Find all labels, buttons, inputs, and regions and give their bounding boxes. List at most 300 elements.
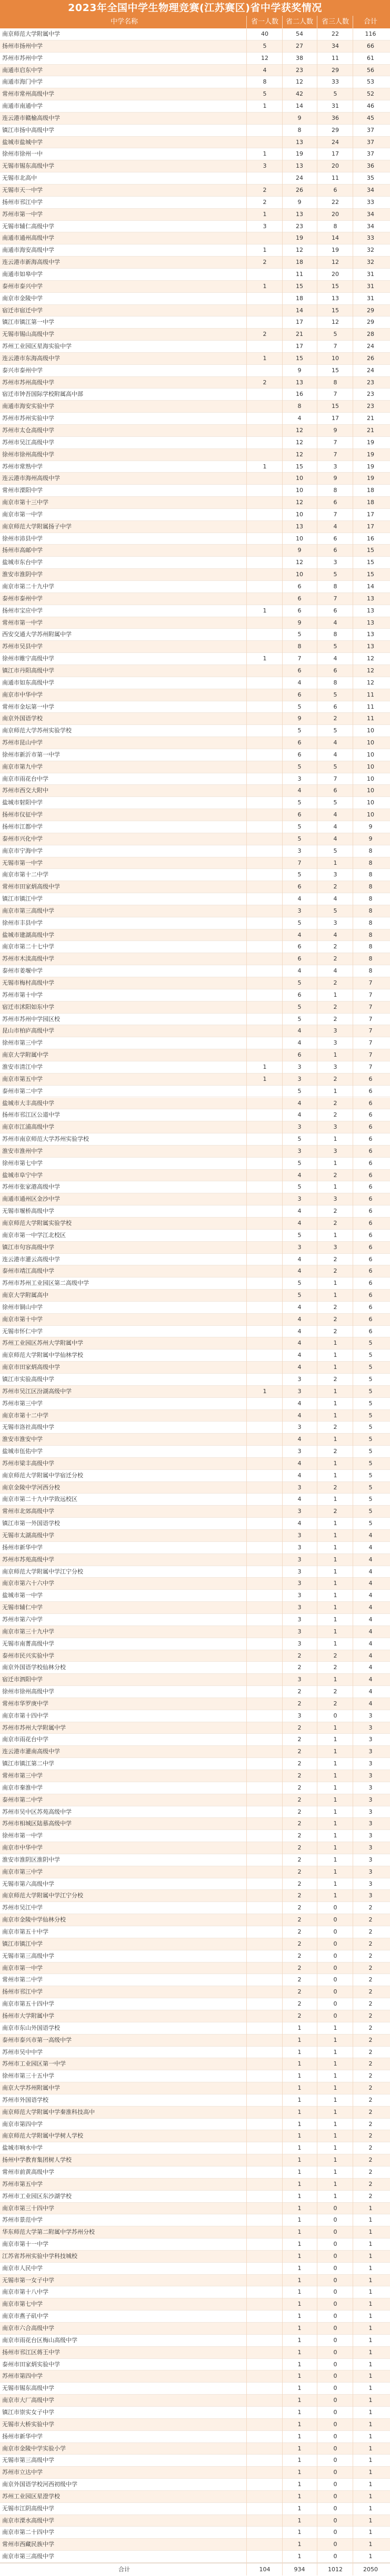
cell-second: 1 [297, 2156, 302, 2164]
cell-second: 2 [297, 1724, 302, 1731]
cell-total: 45 [367, 114, 374, 121]
cell-total: 6 [368, 1171, 373, 1179]
cell-total: 5 [368, 1424, 373, 1431]
cell-total: 3 [368, 1724, 373, 1731]
cell-school: 徐州市徐州高级中学 [2, 1688, 54, 1695]
cell-total: 12 [367, 655, 374, 662]
cell-school: 盐城市阜宁中学 [2, 1171, 43, 1179]
cell-second: 5 [297, 703, 302, 710]
cell-school: 苏州市太仓高级中学 [2, 426, 54, 434]
table-row [0, 244, 390, 257]
cell-third: 0 [333, 2264, 337, 2272]
cell-second: 5 [297, 835, 302, 842]
cell-total: 1 [368, 2325, 373, 2332]
cell-school: 南京外国语学校仙林分校 [2, 1664, 66, 1671]
cell-school: 南京市宁海中学 [2, 847, 43, 854]
cell-third: 1 [333, 1736, 337, 1743]
cell-third: 22 [332, 198, 339, 206]
cell-third: 2 [333, 1075, 337, 1082]
table-row [0, 2527, 390, 2539]
cell-third: 1 [333, 2048, 337, 2056]
cell-total: 4 [368, 1688, 373, 1695]
cell-third: 0 [333, 2445, 337, 2452]
cell-second: 6 [297, 1051, 302, 1059]
cell-total: 37 [367, 150, 374, 158]
cell-third: 3 [333, 1243, 337, 1251]
cell-second: 1 [297, 2132, 302, 2140]
cell-second: 6 [297, 955, 302, 963]
table-row [0, 473, 390, 485]
cell-total: 6 [368, 1123, 373, 1131]
cell-second: 5 [297, 631, 302, 638]
cell-second: 19 [296, 150, 303, 158]
cell-school: 无锡市太湖高级中学 [2, 1532, 54, 1539]
cell-total: 53 [367, 78, 374, 86]
cell-school: 盐城市盐城中学 [2, 138, 43, 146]
cell-third: 33 [332, 78, 339, 86]
table-row [0, 1746, 390, 1758]
cell-third: 1 [333, 1676, 337, 1683]
table-row [0, 485, 390, 497]
cell-total: 6 [368, 1087, 373, 1095]
table-row [0, 689, 390, 701]
table-row [0, 172, 390, 185]
cell-total: 2 [368, 2000, 373, 2008]
cell-second: 2 [297, 2012, 302, 2019]
cell-second: 13 [296, 523, 303, 530]
cell-second: 21 [296, 331, 303, 338]
cell-second: 2 [297, 1964, 302, 1971]
table-row [0, 1086, 390, 1098]
cell-total: 6 [368, 1255, 373, 1263]
cell-school: 扬州市新华中学 [2, 2432, 43, 2440]
cell-third: 3 [333, 1195, 337, 1203]
cell-school: 南京市第十四中学 [2, 1712, 48, 1719]
cell-third: 29 [332, 126, 339, 134]
cell-third: 1 [333, 2108, 337, 2115]
cell-school: 南通市海安高级中学 [2, 247, 54, 254]
cell-school: 南京市溧水高级中学 [2, 2517, 54, 2524]
header-first: 省一人数 [251, 18, 278, 26]
cell-third: 0 [333, 2553, 337, 2560]
cell-third: 1 [333, 1399, 337, 1407]
cell-school: 盐城市响水中学 [2, 2144, 43, 2152]
cell-second: 2 [297, 1928, 302, 1936]
cell-total: 36 [367, 162, 374, 170]
cell-second: 1 [297, 2445, 302, 2452]
table-row [0, 2551, 390, 2563]
cell-total: 10 [367, 811, 374, 819]
table-row [0, 653, 390, 665]
cell-total: 3 [368, 1880, 373, 1887]
cell-third: 12 [332, 319, 339, 326]
table-row [0, 2335, 390, 2347]
cell-school: 无锡市锡东高级中学 [2, 2385, 54, 2392]
cell-school: 南京市第一中学 [2, 510, 43, 518]
cell-school: 苏州市苏州大学附属中学 [2, 1724, 66, 1731]
cell-school: 无锡市第六高级中学 [2, 1880, 54, 1887]
cell-third: 6 [333, 787, 337, 794]
cell-third: 1 [333, 2060, 337, 2068]
cell-second: 3 [297, 775, 302, 782]
table-row [0, 917, 390, 929]
cell-total: 2 [368, 1988, 373, 1996]
table-row [0, 2311, 390, 2323]
table-row [0, 1626, 390, 1638]
cell-third: 0 [333, 2216, 337, 2224]
cell-total: 4 [368, 1652, 373, 1659]
cell-third: 8 [333, 379, 337, 386]
cell-first: 40 [261, 30, 268, 37]
cell-first: 1 [263, 150, 267, 158]
cell-second: 2 [297, 1796, 302, 1803]
cell-third: 0 [333, 2012, 337, 2019]
cell-total: 2 [368, 2060, 373, 2068]
cell-school: 盐城市大丰高级中学 [2, 1099, 54, 1107]
cell-third: 5 [333, 763, 337, 770]
cell-third: 5 [333, 571, 337, 578]
cell-second: 3 [297, 1628, 302, 1635]
table-row [0, 1482, 390, 1494]
table-row [0, 1470, 390, 1482]
cell-total: 1 [368, 2432, 373, 2440]
cell-second: 2 [297, 1988, 302, 1996]
cell-school: 南京市雨花台中学 [2, 1736, 48, 1743]
cell-school: 盐城市第一中学 [2, 1592, 43, 1599]
table-row [0, 1314, 390, 1326]
cell-second: 2 [297, 1664, 302, 1671]
cell-total: 3 [368, 1736, 373, 1743]
cell-school: 淮安市淮安中学 [2, 1436, 43, 1443]
cell-second: 5 [297, 979, 302, 987]
cell-school: 泰州市泰兴中学 [2, 282, 43, 290]
cell-third: 2 [333, 1664, 337, 1671]
cell-total: 34 [367, 210, 374, 218]
cell-total: 5 [368, 1436, 373, 1443]
cell-second: 1 [297, 2108, 302, 2115]
cell-second: 27 [296, 42, 303, 49]
cell-second: 3 [297, 1712, 302, 1719]
table-row [0, 1686, 390, 1698]
table-row [0, 1530, 390, 1542]
table-row [0, 1926, 390, 1938]
cell-school: 连云港市赣榆高级中学 [2, 114, 60, 121]
cell-second: 1 [297, 2144, 302, 2152]
cell-total: 18 [367, 487, 374, 494]
cell-total: 32 [367, 259, 374, 266]
table-row [0, 2179, 390, 2191]
cell-third: 5 [333, 691, 337, 698]
cell-school: 无锡市锡山高级中学 [2, 331, 54, 338]
cell-school: 徐州市新沂市第一中学 [2, 751, 60, 758]
table-row [0, 401, 390, 413]
table-row [0, 1133, 390, 1146]
cell-third: 0 [333, 2360, 337, 2368]
cell-third: 8 [333, 487, 337, 494]
cell-second: 9 [297, 619, 302, 626]
cell-third: 7 [333, 510, 337, 518]
table-row [0, 2119, 390, 2131]
cell-school: 镇江市镇江中学 [2, 1940, 43, 1947]
cell-total: 1 [368, 2216, 373, 2224]
cell-second: 4 [297, 1436, 302, 1443]
cell-second: 3 [297, 907, 302, 914]
cell-second: 3 [297, 1532, 302, 1539]
cell-third: 0 [333, 2432, 337, 2440]
cell-second: 3 [297, 1123, 302, 1131]
cell-total: 6 [368, 1292, 373, 1299]
cell-school: 连云港市灌南高级中学 [2, 1748, 60, 1755]
table-row [0, 1302, 390, 1314]
cell-school: 苏州市工业园区第一中学 [2, 2060, 66, 2068]
cell-second: 1 [297, 2180, 302, 2187]
cell-first: 1 [263, 1075, 267, 1082]
cell-second: 3 [297, 1387, 302, 1395]
cell-second: 2 [297, 1940, 302, 1947]
cell-second: 3 [297, 1195, 302, 1203]
cell-third: 6 [333, 667, 337, 674]
table-row [0, 1337, 390, 1350]
cell-second: 1 [297, 2336, 302, 2344]
cell-school: 苏州市苏州高级中学 [2, 379, 54, 386]
cell-second: 13 [296, 210, 303, 218]
cell-total: 8 [368, 907, 373, 914]
table-row [0, 2203, 390, 2215]
cell-third: 3 [333, 1147, 337, 1154]
cell-total: 46 [367, 103, 374, 110]
table-row [0, 1830, 390, 1842]
cell-second: 6 [297, 991, 302, 998]
table-row [0, 593, 390, 605]
cell-third: 5 [333, 799, 337, 806]
cell-school: 镇江市句容高级中学 [2, 1243, 54, 1251]
cell-second: 15 [296, 282, 303, 290]
cell-total: 19 [367, 438, 374, 446]
cell-school: 扬州市邗江区公道中学 [2, 1111, 60, 1119]
cell-school: 徐州市第一中学 [2, 1832, 43, 1839]
cell-third: 0 [333, 2288, 337, 2296]
table-row [0, 713, 390, 725]
table-row [0, 2407, 390, 2419]
cell-total: 6 [368, 1243, 373, 1251]
cell-school: 无锡市第一中学 [2, 859, 43, 866]
cell-total: 5 [368, 1448, 373, 1455]
cell-second: 10 [296, 571, 303, 578]
cell-total: 10 [367, 727, 374, 734]
cell-first: 2 [263, 331, 267, 338]
table-row [0, 377, 390, 389]
cell-school: 苏州市南京师范大学苏州实验学校 [2, 1136, 89, 1143]
cell-third: 0 [333, 1976, 337, 1984]
cell-total: 52 [367, 90, 374, 98]
cell-third: 1 [333, 2096, 337, 2103]
cell-total: 17 [367, 510, 374, 518]
table-row [0, 2286, 390, 2298]
cell-third: 1 [333, 2169, 337, 2175]
cell-school: 淮安市淮州中学 [2, 1147, 43, 1154]
table-row [0, 809, 390, 821]
cell-total: 11 [367, 715, 374, 722]
cell-total: 2 [368, 1940, 373, 1947]
cell-school: 盐城市射阳中学 [2, 799, 43, 806]
table-row [0, 1650, 390, 1662]
cell-third: 1 [333, 1280, 337, 1287]
cell-second: 5 [297, 727, 302, 734]
table-row [0, 2058, 390, 2070]
table-row [0, 1542, 390, 1554]
cell-school: 南京师范大学苏州实验学校 [2, 727, 72, 734]
cell-school: 徐州市丰县中学 [2, 919, 43, 926]
cell-third: 36 [332, 114, 339, 121]
cell-school: 南京市第四中学 [2, 2120, 43, 2128]
cell-school: 镇江市崇实女子中学 [2, 2408, 54, 2416]
cell-second: 2 [297, 1904, 302, 1911]
cell-total: 3 [368, 1856, 373, 1863]
cell-second: 2 [297, 1868, 302, 1875]
cell-third: 3 [333, 463, 337, 470]
cell-second: 2 [297, 1976, 302, 1984]
sheet-title: 2023年全国中学生物理竞赛(江苏赛区)省中学获奖情况 [0, 0, 390, 16]
cell-second: 1 [297, 2348, 302, 2356]
cell-school: 泰州市田家炳实验中学 [2, 2360, 60, 2368]
cell-school: 扬州市高邮中学 [2, 547, 43, 554]
table-row [0, 2370, 390, 2383]
cell-third: 1 [333, 1292, 337, 1299]
cell-total: 8 [368, 883, 373, 891]
table-row [0, 2419, 390, 2431]
cell-third: 2 [333, 1315, 337, 1323]
table-row [0, 2431, 390, 2443]
cell-third: 2 [333, 1099, 337, 1107]
cell-first: 5 [263, 90, 267, 98]
cell-school: 扬州市邗江中学 [2, 1988, 43, 1996]
cell-first: 1 [263, 607, 267, 614]
table-row [0, 1602, 390, 1614]
cell-school: 南京市雨花台区梅山高级中学 [2, 2336, 77, 2344]
cell-second: 2 [297, 1844, 302, 1852]
cell-third: 8 [333, 583, 337, 590]
cell-second: 3 [297, 1147, 302, 1154]
cell-first: 4 [263, 66, 267, 74]
cell-school: 苏州市吴江中学 [2, 1904, 43, 1911]
cell-second: 13 [296, 162, 303, 170]
cell-second: 12 [296, 499, 303, 506]
table-row [0, 737, 390, 749]
table-row [0, 281, 390, 293]
cell-total: 8 [368, 847, 373, 854]
cell-total: 3 [368, 1868, 373, 1875]
cell-total: 2 [368, 1952, 373, 1959]
cell-third: 3 [333, 1123, 337, 1131]
table-row [0, 941, 390, 953]
cell-total: 8 [368, 931, 373, 938]
cell-school: 淮安市淮阴区淮阴中学 [2, 1856, 60, 1863]
cell-second: 14 [296, 103, 303, 110]
cell-second: 4 [297, 1399, 302, 1407]
column-divider [246, 16, 247, 2575]
cell-total: 1 [368, 2204, 373, 2212]
cell-total: 12 [367, 667, 374, 674]
cell-school: 南通市如东高级中学 [2, 679, 54, 686]
table-row [0, 989, 390, 1001]
table-row [0, 1242, 390, 1254]
cell-second: 2 [297, 1652, 302, 1659]
cell-second: 2 [297, 1736, 302, 1743]
cell-third: 1 [333, 1844, 337, 1852]
table-row [0, 2467, 390, 2479]
cell-first: 1 [263, 103, 267, 110]
cell-third: 8 [333, 222, 337, 230]
cell-total: 24 [367, 366, 374, 374]
cell-third: 1 [333, 2180, 337, 2187]
cell-total: 2 [368, 1976, 373, 1984]
cell-school: 盐城市建湖高级中学 [2, 931, 54, 938]
cell-second: 18 [296, 294, 303, 302]
cell-total: 4 [368, 1543, 373, 1551]
cell-second: 1 [297, 2505, 302, 2512]
cell-second: 8 [297, 643, 302, 650]
cell-total: 1 [368, 2313, 373, 2320]
table-row [0, 965, 390, 977]
cell-school: 无锡市辅仁高级中学 [2, 222, 54, 230]
cell-second: 26 [296, 187, 303, 194]
cell-third: 1 [333, 1532, 337, 1539]
cell-second: 5 [297, 1183, 302, 1191]
cell-school: 苏州市梁丰高级中学 [2, 1459, 54, 1467]
table-row [0, 2263, 390, 2275]
cell-school: 苏州市吴江区汾湖高级中学 [2, 1387, 72, 1395]
table-row [0, 2191, 390, 2203]
cell-first: 3 [263, 162, 267, 170]
cell-second: 12 [296, 438, 303, 446]
cell-second: 1 [297, 2216, 302, 2224]
header-third: 省三人数 [321, 18, 349, 26]
cell-total: 1 [368, 2541, 373, 2548]
table-row [0, 329, 390, 341]
cell-school: 徐州市第三中学 [2, 1039, 43, 1047]
cell-total: 2 [368, 1964, 373, 1971]
cell-first: 3 [263, 222, 267, 230]
cell-second: 1 [297, 2264, 302, 2272]
cell-school: 南通市如皋中学 [2, 270, 43, 278]
table-row [0, 929, 390, 942]
table-row [0, 1049, 390, 1061]
cell-third: 1 [333, 1496, 337, 1503]
cell-total: 7 [368, 1003, 373, 1010]
cell-total: 34 [367, 222, 374, 230]
cell-total: 29 [367, 306, 374, 314]
cell-total: 12 [367, 679, 374, 686]
table-row [0, 821, 390, 833]
cell-school: 常州市华罗庚中学 [2, 1700, 48, 1707]
cell-total: 2 [368, 2084, 373, 2092]
cell-school: 无锡市怀仁中学 [2, 1327, 43, 1335]
cell-total: 2 [368, 1916, 373, 1924]
cell-total: 2 [368, 2096, 373, 2103]
cell-third: 6 [333, 187, 337, 194]
cell-third: 4 [333, 523, 337, 530]
cell-total: 10 [367, 787, 374, 794]
cell-school: 镇江市第一外国语学校 [2, 1520, 60, 1527]
cell-total: 2 [368, 1904, 373, 1911]
cell-school: 盐城市伍佑中学 [2, 1448, 43, 1455]
cell-school: 南京市江浦高级中学 [2, 1123, 54, 1131]
cell-school: 华东师范大学第二附属中学苏州分校 [2, 2229, 95, 2236]
cell-second: 6 [297, 883, 302, 891]
table-row [0, 1146, 390, 1158]
cell-third: 24 [332, 138, 339, 146]
table-row [0, 725, 390, 737]
